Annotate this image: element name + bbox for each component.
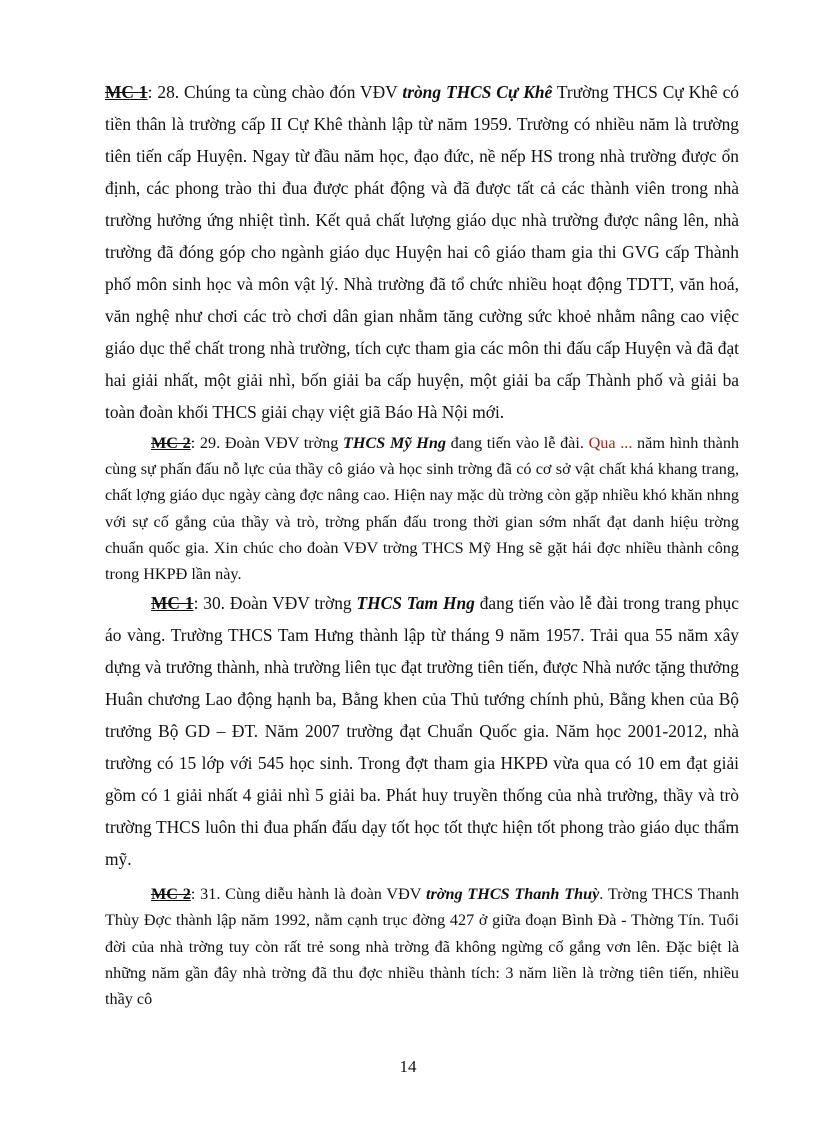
mc-label: MC 1 [105, 82, 148, 102]
paragraph-body: năm hình thành cùng sự phấn đấu nỗ lực của thầy cô giáo và học sinh trờng đã có cơ sở vật chất khá khang trang, chất lợng giáo dục ngày càng đợc nâng cao. Hiện nay mặc dù trờng còn gặp nhiều khó khăn nhng với sự cố gắng của thầy và trò, trờng phấn đấu trong thời gian sớm nhất đạt danh hiệu trờng chuẩn quốc gia. Xin chúc cho đoàn VĐV trờng THCS Mỹ Hng sẽ gặt hái đợc nhiều thành công trong HKPĐ lần này. [105, 434, 740, 584]
document-page [105, 76, 739, 1012]
paragraph-28 [105, 76, 739, 428]
paragraph-body: đang tiến vào lễ đài trong trang phục áo vàng. Trường THCS Tam Hưng thành lập từ tháng 9 năm 1957. Trải qua 55 năm xây dựng và trưởng thành, nhà trường liên tục đạt trường tiên tiến, được Nhà nước tặng thưởng Huân chương Lao động hạnh ba, Bằng khen của Thủ tướng chính phủ, Bằng khen của Bộ trưởng Bộ GD – ĐT. Năm 2007 trường đạt Chuẩn Quốc gia. Năm học 2001-2012, nhà trường có 15 lớp với 545 học sinh. Trong đợt tham gia HKPĐ vừa qua có 10 em đạt giải gồm có 1 giải nhất 4 giải nhì 5 giải ba. Phát huy truyền thống của nhà trường, thầy và trò trường THCS luôn thi đua phấn đấu dạy tốt học tốt thực hiện tốt phong trào giáo dục thẩm mỹ. [105, 593, 739, 870]
paragraph-body-start: đang tiến vào lễ đài. [445, 434, 589, 452]
paragraph-intro: : 31. Cùng diễu hành là đoàn VĐV [190, 885, 426, 904]
mc-label: MC 2 [151, 885, 191, 904]
paragraph-body: . Trờng THCS Thanh Thùy Đợc thành lập năm 1992, nằm cạnh trục đờng 427 ở giữa đoạn Bình Đà - Thờng Tín. Tuổi đời của nhà trờng tuy còn rất trẻ song nhà trờng đã không ngừng cố gắng vơn lên. Đặc biệt là những năm gần đây nhà trờng đã thu đợc nhiều thành tích: 3 năm liền là trờng tiên tiến, nhiều thầy cô [105, 885, 740, 1009]
paragraph-intro: : 28. Chúng ta cùng chào đón VĐV [147, 82, 403, 102]
paragraph-intro: : 29. Đoàn VĐV trờng [190, 434, 344, 452]
page-number: 14 [399, 1057, 417, 1076]
school-name: tròng THCS Cự Khê [402, 82, 553, 102]
paragraph-29 [105, 430, 739, 587]
mc-label: MC 1 [151, 593, 194, 614]
paragraph-30 [105, 587, 739, 875]
mc-label: MC 2 [151, 434, 191, 452]
school-name: trờng THCS Thanh Thuỳ [425, 885, 600, 904]
school-name: THCS Mỹ Hng [343, 434, 446, 452]
highlighted-text: Qua ... [588, 434, 633, 452]
paragraph-body: Trường THCS Cự Khê có tiền thân là trường cấp II Cự Khê thành lập từ năm 1959. Trường có nhiều năm là trường tiên tiến cấp Huyện. Ngay từ đầu năm học, đạo đức, nề nếp HS trong nhà trường được ổn định, các phong trào thi đua được phát động và đã được tất cả các thành viên trong nhà trường hưởng ứng nhiệt tình. Kết quả chất lượng giáo dục nhà trường được nâng lên, nhà trường đã đóng góp cho ngành giáo dục Huyện hai cô giáo tham gia thi GVG cấp Thành phố môn sinh học và môn vật lý. Nhà trường đã tổ chức nhiều hoạt động TDTT, văn hoá, văn nghệ như chơi các trò chơi dân gian nhằm tăng cường sức khoẻ nhằm nâng cao việc giáo dục thể chất trong nhà trường, tích cực tham gia các môn thi đấu cấp Huyện và đã đạt hai giải nhất, một giải nhì, bốn giải ba cấp huyện, một giải ba cấp Thành phố và giải ba toàn đoàn khối THCS giải chạy việt giã Báo Hà Nội mới. [105, 82, 739, 422]
paragraph-31 [105, 881, 739, 1012]
paragraph-intro: : 30. Đoàn VĐV trờng [193, 593, 357, 614]
school-name: THCS Tam Hng [356, 593, 475, 614]
